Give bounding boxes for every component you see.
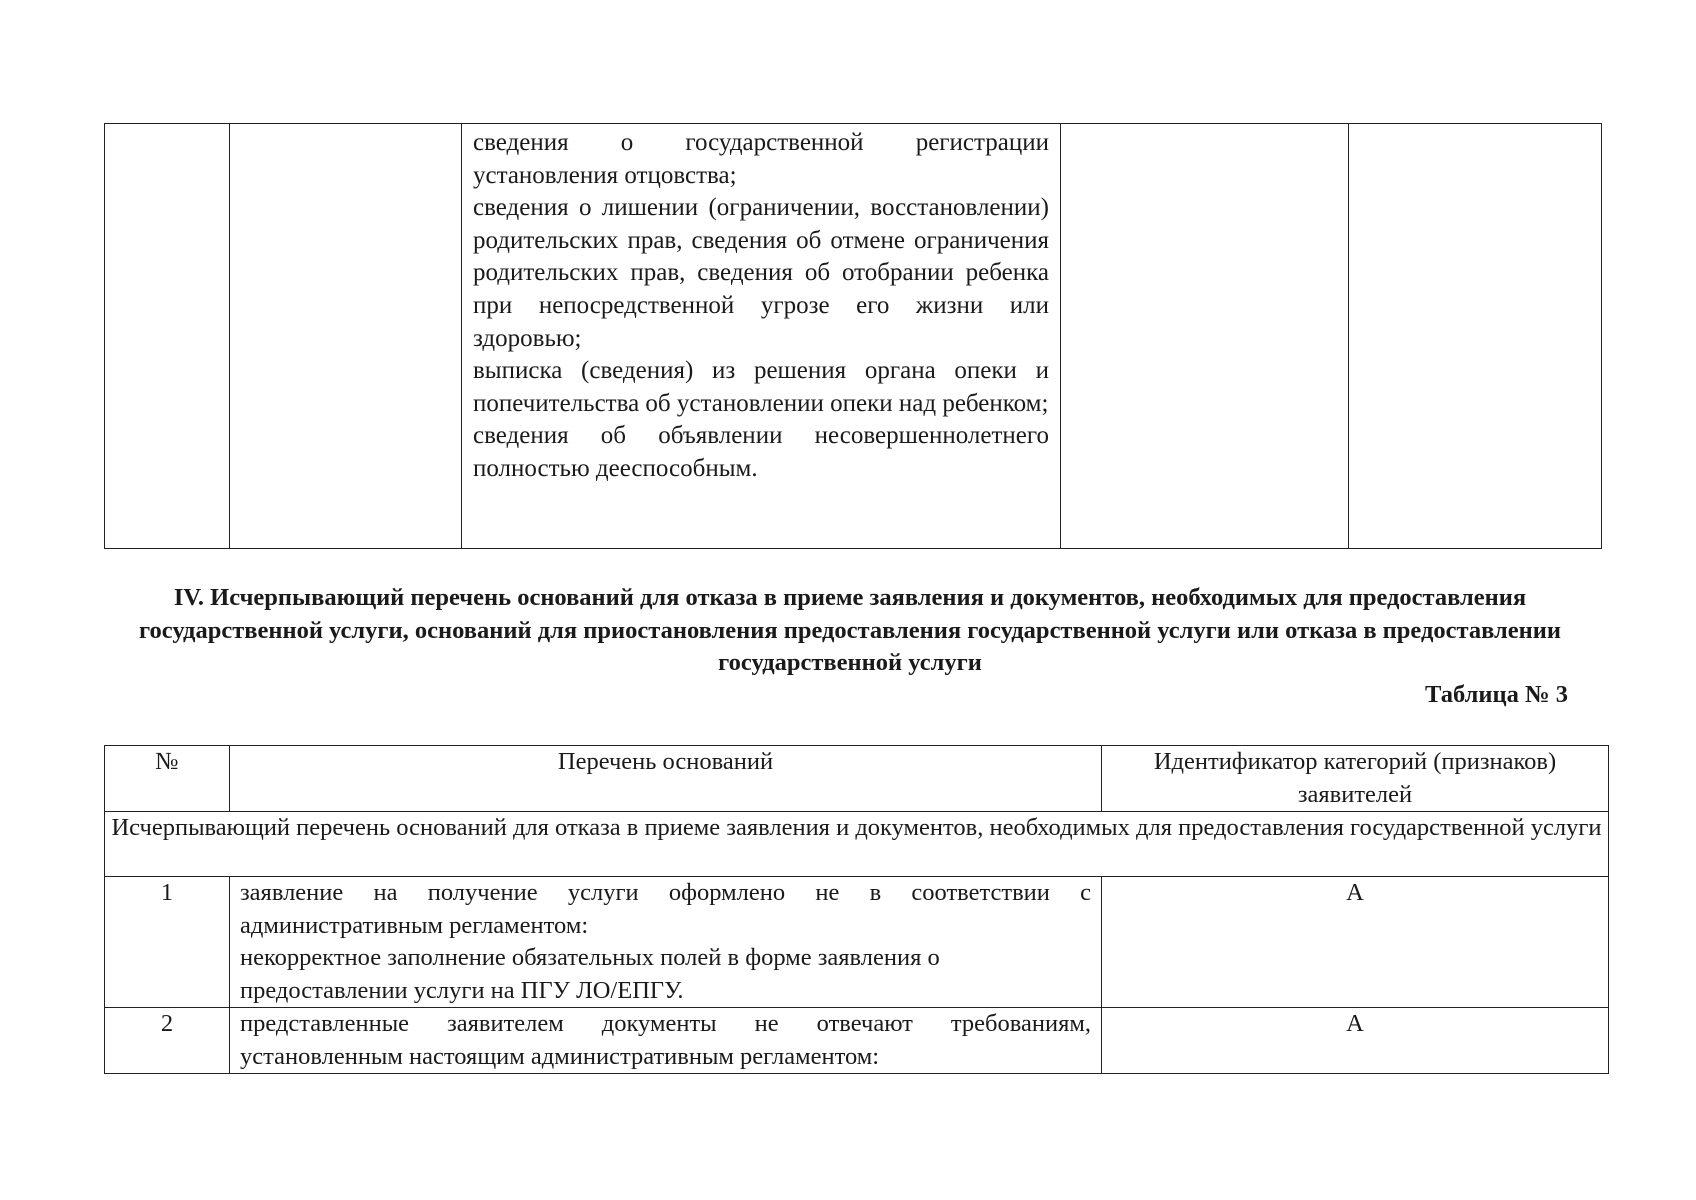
table-subheading: Исчерпывающий перечень оснований для отказа в приеме заявления и документов, необходимых для предоставления государственной услуги <box>105 812 1609 877</box>
documents-table-continuation <box>104 123 1602 549</box>
header-identifier: Идентификатор категорий (признаков) заявителей <box>1102 746 1609 812</box>
row-identifier: А <box>1102 1008 1609 1074</box>
table-cell-name <box>230 124 462 549</box>
table-row <box>105 1008 1609 1074</box>
document-item: выписка (сведения) из решения органа опеки и попечительства об установлении опеки над ребенком; <box>473 357 1049 417</box>
row-number: 2 <box>105 1008 230 1074</box>
table-row <box>105 124 1602 549</box>
row-grounds <box>230 877 1102 1008</box>
document-item: сведения о государственной регистрации установления отцовства; <box>473 129 1049 189</box>
header-number: № <box>105 746 230 812</box>
ground-text: представленные заявителем документы не отвечают требованиям, установленным настоящим административным регламентом: <box>240 1010 1091 1070</box>
ground-text: заявление на получение услуги оформлено не в соответствии с административным регламентом: <box>240 879 1091 939</box>
table-subheading-row <box>105 812 1609 877</box>
header-grounds: Перечень оснований <box>230 746 1102 812</box>
section-heading: IV. Исчерпывающий перечень оснований для отказа в приеме заявления и документов, необходимых для предоставления государственной услуги, оснований для приостановления предоставления государственной услуги или отказа в предоставлении государственной услуги <box>139 584 1561 676</box>
row-number: 1 <box>105 877 230 1008</box>
document-item: сведения об объявлении несовершеннолетнего полностью дееспособным. <box>473 422 1049 482</box>
document-item: сведения о лишении (ограничении, восстановлении) родительских прав, сведения об отмене ограничения родительских прав, сведения об отобрании ребенка при непосредственной угрозе его жизни или здоровью; <box>473 194 1049 352</box>
ground-text: некорректное заполнение обязательных полей в форме заявления о предоставлении услуги на ПГУ ЛО/ЕПГУ. <box>240 944 940 1004</box>
table-cell-empty <box>1349 124 1602 549</box>
table-cell-number <box>105 124 230 549</box>
table-caption: Таблица № 3 <box>1425 681 1568 708</box>
grounds-table <box>104 745 1609 1074</box>
row-grounds <box>230 1008 1102 1074</box>
row-identifier: А <box>1102 877 1609 1008</box>
table-header-row <box>105 746 1609 812</box>
table-row <box>105 877 1609 1008</box>
table-cell-documents <box>462 124 1061 549</box>
table-cell-empty <box>1061 124 1349 549</box>
